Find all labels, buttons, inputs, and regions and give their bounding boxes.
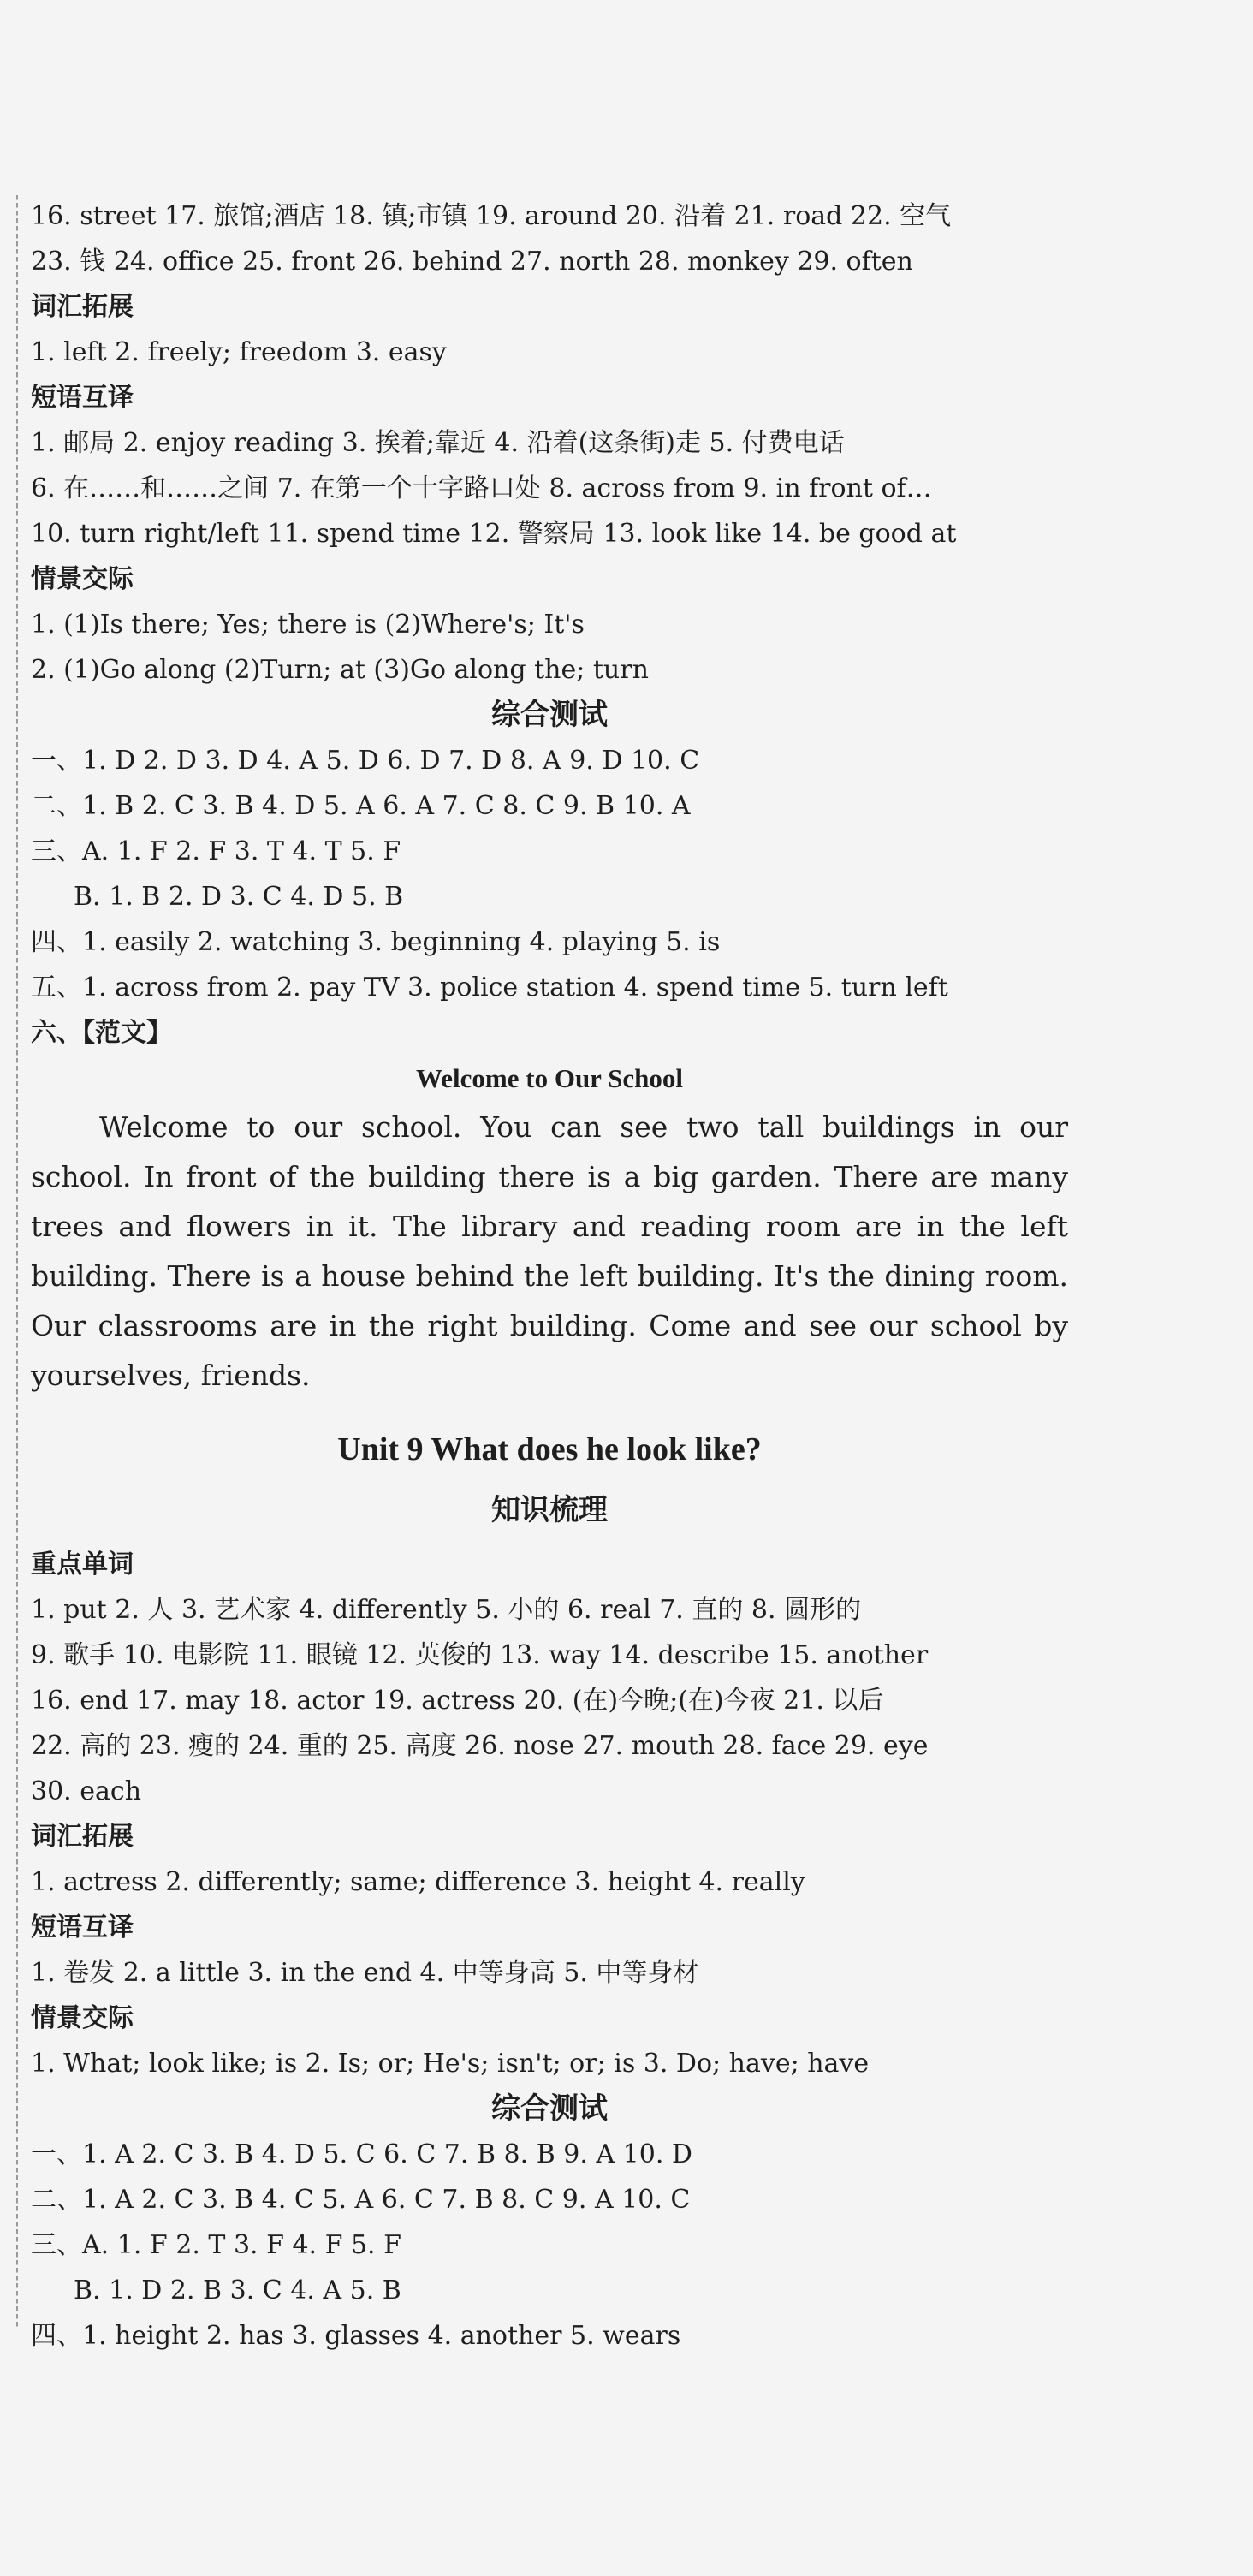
- answer-line: 2. (1)Go along (2)Turn; at (3)Go along the; turn: [31, 655, 649, 685]
- essay-body: [31, 1103, 1068, 1401]
- answer-line: 30. each: [31, 1776, 142, 1806]
- answer-line: 四、1. easily 2. watching 3. beginning 4. playing 5. is: [31, 927, 721, 957]
- answer-line: 二、1. A 2. C 3. B 4. C 5. A 6. C 7. B 8. C 9. A 10. C: [31, 2185, 691, 2215]
- answer-line: B. 1. B 2. D 3. C 4. D 5. B: [74, 882, 404, 912]
- section-heading: 情景交际: [31, 564, 134, 594]
- test-heading: 综合测试: [491, 698, 608, 732]
- section-heading: 短语互译: [31, 1913, 134, 1942]
- section-heading: 短语互译: [31, 383, 134, 413]
- essay-paragraph: Welcome to our school. You can see two tall buildings in our school. In front of the building there is a big garden. There are many trees and flowers in it. The library and reading room are in the left building. There is a house behind the left building. It's the dining room. Our classrooms are in the right building. Come and see our school by yourselves, friends.: [31, 1110, 1068, 1392]
- answer-line: 三、A. 1. F 2. F 3. T 4. T 5. F: [31, 836, 401, 866]
- answer-line: 二、1. B 2. C 3. B 4. D 5. A 6. A 7. C 8. C 9. B 10. A: [31, 791, 691, 821]
- section-heading: 重点单词: [31, 1550, 134, 1580]
- answer-line: 6. 在……和……之间 7. 在第一个十字路口处 8. across from 9. in front of…: [31, 473, 932, 503]
- answer-line: 23. 钱 24. office 25. front 26. behind 27. north 28. monkey 29. often: [31, 247, 913, 277]
- answer-line: 10. turn right/left 11. spend time 12. 警察局 13. look like 14. be good at: [31, 519, 957, 549]
- answer-line: B. 1. D 2. B 3. C 4. A 5. B: [74, 2276, 401, 2305]
- answer-line: 9. 歌手 10. 电影院 11. 眼镜 12. 英俊的 13. way 14. describe 15. another: [31, 1640, 929, 1670]
- answer-line: 16. end 17. may 18. actor 19. actress 20. (在)今晚;(在)今夜 21. 以后: [31, 1686, 884, 1716]
- answer-line: 一、1. A 2. C 3. B 4. D 5. C 6. C 7. B 8. B 9. A 10. D: [31, 2139, 692, 2169]
- answer-line: 1. (1)Is there; Yes; there is (2)Where's; It's: [31, 610, 585, 640]
- answer-line: 1. put 2. 人 3. 艺术家 4. differently 5. 小的 6. real 7. 直的 8. 圆形的: [31, 1595, 862, 1625]
- answer-line: 22. 高的 23. 瘦的 24. 重的 25. 高度 26. nose 27. mouth 28. face 29. eye: [31, 1731, 929, 1761]
- test-heading: 综合测试: [491, 2091, 608, 2126]
- section-heading: 词汇拓展: [31, 292, 134, 322]
- answer-line: 1. 卷发 2. a little 3. in the end 4. 中等身高 5. 中等身材: [31, 1958, 699, 1988]
- answer-line: 1. What; look like; is 2. Is; or; He's; isn't; or; is 3. Do; have; have: [31, 2049, 870, 2079]
- essay-title: Welcome to Our School: [416, 1063, 683, 1093]
- page-content: [31, 193, 1229, 2359]
- unit-title: Unit 9 What does he look like?: [337, 1431, 762, 1467]
- section-heading: 词汇拓展: [31, 1822, 134, 1852]
- section-heading: 情景交际: [31, 2003, 134, 2033]
- answer-line: 三、A. 1. F 2. T 3. F 4. F 5. F: [31, 2230, 401, 2260]
- answer-line: 四、1. height 2. has 3. glasses 4. another 5. wears: [31, 2321, 681, 2351]
- answer-line: 16. street 17. 旅馆;酒店 18. 镇;市镇 19. around 20. 沿着 21. road 22. 空气: [31, 201, 952, 231]
- answer-line: 一、1. D 2. D 3. D 4. A 5. D 6. D 7. D 8. A 9. D 10. C: [31, 746, 700, 776]
- section-heading: 六、【范文】: [31, 1018, 172, 1048]
- knowledge-heading: 知识梳理: [491, 1493, 608, 1527]
- answer-line: 1. left 2. freely; freedom 3. easy: [31, 337, 447, 367]
- dashed-margin-line: [16, 195, 18, 2327]
- answer-line: 1. actress 2. differently; same; difference 3. height 4. really: [31, 1867, 805, 1897]
- answer-line: 五、1. across from 2. pay TV 3. police station 4. spend time 5. turn left: [31, 973, 948, 1002]
- answer-line: 1. 邮局 2. enjoy reading 3. 挨着;靠近 4. 沿着(这条街)走 5. 付费电话: [31, 428, 845, 458]
